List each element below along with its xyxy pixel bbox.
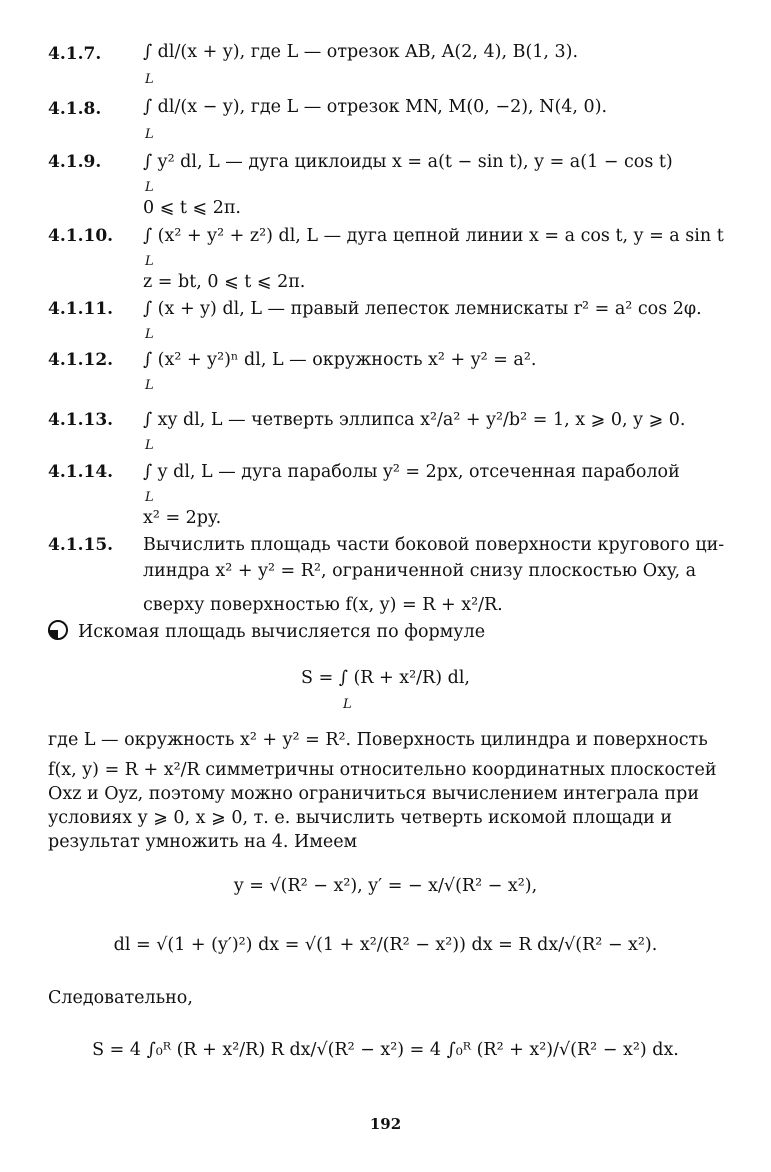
formula-area-result bbox=[0, 1040, 771, 1060]
integral-subscript: L bbox=[145, 180, 154, 195]
problem-number: 4.1.9. bbox=[48, 152, 102, 172]
problem-number: 4.1.14. bbox=[48, 462, 114, 482]
solution-intro bbox=[48, 620, 723, 644]
formula-text: dl = √(1 + (y′)²) dx = √(1 + x²/(R² − x²)) dx = R dx/√(R² − x²). bbox=[113, 935, 658, 955]
problem-text bbox=[143, 533, 723, 617]
integral-subscript: L bbox=[145, 490, 154, 505]
problem-line: x² = 2py. bbox=[143, 508, 222, 528]
integral-subscript: L bbox=[145, 127, 154, 142]
problem-line: ∫ xy dl, L — четверть эллипса x²/a² + y²/b² = 1, x ⩾ 0, y ⩾ 0. bbox=[143, 410, 686, 430]
paragraph-line: f(x, y) = R + x²/R симметричны относительно координатных плоскостей bbox=[48, 760, 717, 780]
problem-line: линдра x² + y² = R², ограниченной снизу плоскостью Oxy, а bbox=[143, 561, 697, 581]
paragraph-line: где L — окружность x² + y² = R². Поверхность цилиндра и поверхность bbox=[48, 730, 708, 750]
problem-line: 0 ⩽ t ⩽ 2π. bbox=[143, 198, 241, 218]
problem-text bbox=[143, 348, 723, 393]
solution-start-icon bbox=[48, 620, 68, 640]
problem-line: ∫ y² dl, L — дуга циклоиды x = a(t − sin t), y = a(1 − cos t) bbox=[143, 152, 673, 172]
problem-text bbox=[143, 408, 723, 453]
integral-subscript: L bbox=[145, 327, 154, 342]
page-number: 192 bbox=[369, 1115, 402, 1133]
problem-text bbox=[143, 460, 723, 530]
integral-subscript: L bbox=[145, 378, 154, 393]
problem-text bbox=[143, 95, 723, 142]
formula-text: S = 4 ∫₀ᴿ (R + x²/R) R dx/√(R² − x²) = 4 ∫₀ᴿ (R² + x²)/√(R² − x²) dx. bbox=[92, 1040, 679, 1060]
solution-paragraph bbox=[48, 728, 723, 854]
therefore-text: Следовательно, bbox=[48, 988, 193, 1008]
paragraph-line: результат умножить на 4. Имеем bbox=[48, 832, 358, 852]
formula-area bbox=[0, 668, 771, 688]
integral-subscript: L bbox=[145, 72, 154, 87]
problem-line: ∫ dl/(x + y), где L — отрезок AB, A(2, 4), B(1, 3). bbox=[143, 42, 579, 62]
problem-line: Вычислить площадь части боковой поверхности кругового ци- bbox=[143, 535, 725, 555]
paragraph-line: условиях y ⩾ 0, x ⩾ 0, т. е. вычислить четверть искомой площади и bbox=[48, 808, 673, 828]
problem-line: сверху поверхностью f(x, y) = R + x²/R. bbox=[143, 595, 503, 615]
therefore-line bbox=[48, 986, 723, 1010]
problem-text bbox=[143, 40, 723, 87]
problem-number: 4.1.8. bbox=[48, 99, 102, 119]
integral-subscript: L bbox=[145, 254, 154, 269]
integral-subscript: L bbox=[343, 697, 352, 712]
problem-line: ∫ dl/(x − y), где L — отрезок MN, M(0, −2), N(4, 0). bbox=[143, 97, 608, 117]
formula-text: y = √(R² − x²), y′ = − x/√(R² − x²), bbox=[233, 876, 538, 896]
problem-line: ∫ (x + y) dl, L — правый лепесток лемнискаты r² = a² cos 2φ. bbox=[143, 299, 702, 319]
problem-number: 4.1.10. bbox=[48, 226, 114, 246]
integral-subscript: L bbox=[145, 438, 154, 453]
problem-number: 4.1.12. bbox=[48, 350, 114, 370]
problem-line: ∫ (x² + y² + z²) dl, L — дуга цепной линии x = a cos t, y = a sin t bbox=[143, 226, 724, 246]
problem-text bbox=[143, 297, 723, 342]
problem-text bbox=[143, 224, 723, 294]
problem-number: 4.1.7. bbox=[48, 44, 102, 64]
problem-number: 4.1.13. bbox=[48, 410, 114, 430]
problem-line: ∫ (x² + y²)ⁿ dl, L — окружность x² + y² = a². bbox=[143, 350, 537, 370]
paragraph-line: Oxz и Oyz, поэтому можно ограничиться вычислением интеграла при bbox=[48, 784, 699, 804]
formula-y-derivative bbox=[0, 876, 771, 896]
solution-intro-text: Искомая площадь вычисляется по формуле bbox=[78, 622, 486, 642]
formula-dl bbox=[0, 935, 771, 955]
problem-line: z = bt, 0 ⩽ t ⩽ 2π. bbox=[143, 272, 306, 292]
problem-number: 4.1.11. bbox=[48, 299, 114, 319]
problem-line: ∫ y dl, L — дуга параболы y² = 2px, отсеченная параболой bbox=[143, 462, 680, 482]
problem-text bbox=[143, 150, 723, 220]
formula-text: S = ∫ (R + x²/R) dl, bbox=[301, 668, 470, 688]
problem-number: 4.1.15. bbox=[48, 535, 114, 555]
